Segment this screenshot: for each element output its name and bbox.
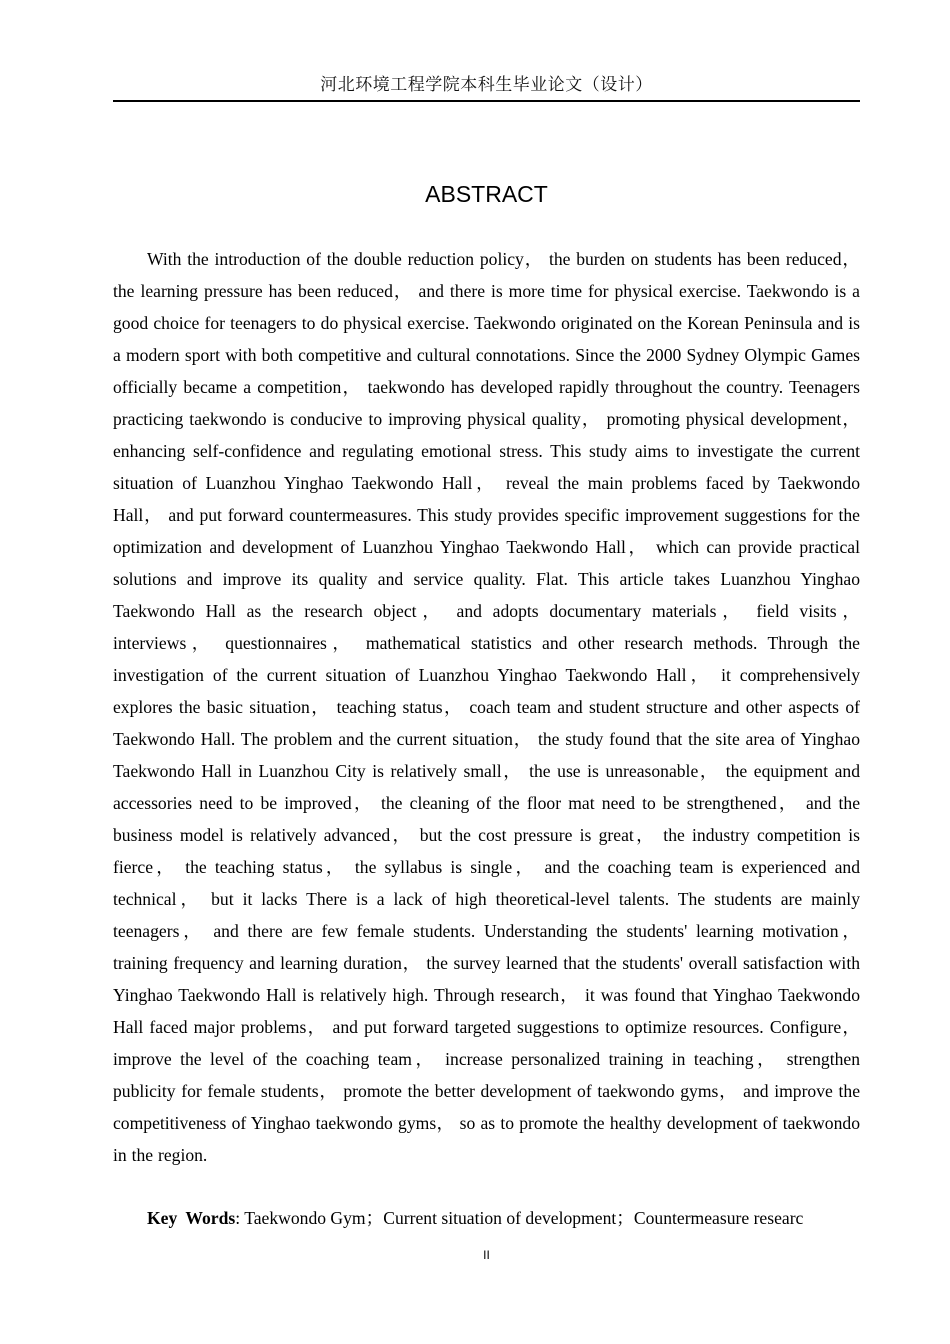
keywords-label: Key Words [147,1208,236,1228]
keywords-line [113,1202,860,1234]
header-divider [113,100,860,102]
abstract-heading: ABSTRACT [425,181,548,207]
abstract-section [113,243,860,1171]
page-number: II [483,1248,490,1262]
keywords-text: Taekwondo Gym；Current situation of development；Countermeasure researc [240,1208,804,1228]
keywords-separator: : [235,1208,241,1228]
abstract-paragraph: With the introduction of the double reduction policy， the burden on students has been reduced， the learning pressure has been reduced， and there is more time for physical exercise. Taekwondo is a good choice for teenagers to do physical exercise. Taekwondo originated on the Korean Peninsula and is a modern sport with both competitive and cultural connotations. Since the 2000 Sydney Olympic Games officially became a competition， taekwondo has developed rapidly throughout the country. Teenagers practicing taekwondo is conducive to improving physical quality， promoting physical development， enhancing self-confidence and regulating emotional stress. This study aims to investigate the current situation of Luanzhou Yinghao Taekwondo Hall， reveal the main problems faced by Taekwondo Hall， and put forward countermeasures. This study provides specific improvement suggestions for the optimization and development of Luanzhou Yinghao Taekwondo Hall， which can provide practical solutions and improve its quality and service quality. Flat. This article takes Luanzhou Yinghao Taekwondo Hall as the research object， and adopts documentary materials， field visits， interviews， questionnaires， mathematical statistics and other research methods. Through the investigation of the current situation of Luanzhou Yinghao Taekwondo Hall， it comprehensively explores the basic situation， teaching status， coach team and student structure and other aspects of Taekwondo Hall. The problem and the current situation， the study found that the site area of Yinghao Taekwondo Hall in Luanzhou City is relatively small， the use is unreasonable， the equipment and accessories need to be improved， the cleaning of the floor mat need to be strengthened， and the business model is relatively advanced， but the cost pressure is great， the industry competition is fierce， the teaching status， the syllabus is single， and the coaching team is experienced and technical， but it lacks There is a lack of high theoretical-level talents. The students are mainly teenagers， and there are few female students. Understanding the students' learning motivation， training frequency and learning duration， the survey learned that the students' overall satisfaction with Yinghao Taekwondo Hall is relatively high. Through research， it was found that Yinghao Taekwondo Hall faced major problems， and put forward targeted suggestions to optimize resources. Configure， improve the level of the coaching team， increase personalized training in teaching， strengthen publicity for female students， promote the better development of taekwondo gyms， and improve the competitiveness of Yinghao taekwondo gyms， so as to promote the healthy development of taekwondo in the region. [113,249,860,1165]
page-header-title: 河北环境工程学院本科生毕业论文（设计） [320,75,653,95]
